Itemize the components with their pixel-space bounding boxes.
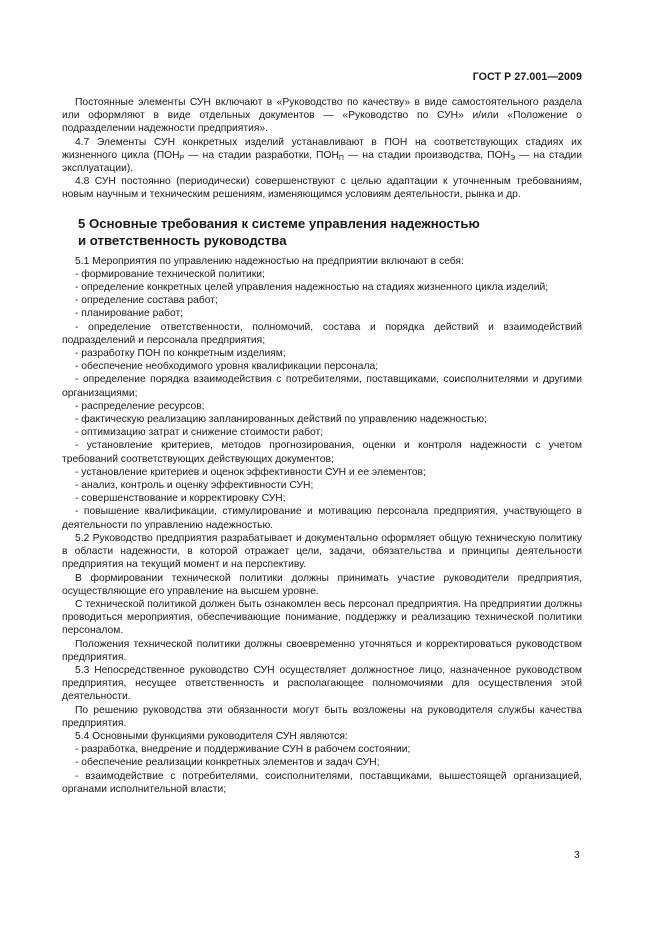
paragraph: С технической политикой должен быть ознакомлен весь персонал предприятия. На предприятии должны проводиться мероприятия, обеспечивающие понимание, поддержку и реализацию технической политики персоналом.	[62, 598, 582, 637]
list-item: - планирование работ;	[75, 308, 184, 320]
list-item: - разработка, внедрение и поддерживание СУН в рабочем состоянии;	[75, 744, 411, 756]
list-item: - распределение ресурсов;	[75, 400, 205, 412]
list-item: - оптимизацию затрат и снижение стоимости работ;	[75, 427, 324, 439]
list-item: - определение конкретных целей управления надежностью на стадиях жизненного цикла изделий;	[75, 282, 549, 294]
list-item: - установление критериев и оценок эффективности СУН и ее элементов;	[75, 466, 426, 478]
page-number: 3	[574, 850, 580, 861]
section-heading: 5 Основные требования к системе управления надежностью и ответственность руководства	[78, 215, 480, 248]
list-item: - определение состава работ;	[75, 295, 218, 307]
paragraph-5-2: 5.2 Руководство предприятия разрабатывает и документально оформляет общую техническую политику в области надежности, в которой отражает цели, задачи, обязательства и принципы деятельности предприятия на текущий момент и на перспективу.	[62, 532, 582, 571]
list-5-1	[62, 268, 582, 532]
list-item: - взаимодействие с потребителями, соисполнителями, поставщиками, вышестоящей организацией, органами исполнительной власти;	[62, 770, 582, 795]
paragraph-4-7: 4.7 Элементы СУН конкретных изделий устанавливают в ПОН на соответствующих стадиях их жизненного цикла ($ПОН_Р$ — на стадии разработки, $ПОН_П$ — на стадии производства, $ПОН_Э$ — на стадии эксплуатации).	[62, 136, 582, 175]
paragraph: Положения технической политики должны своевременно уточняться и корректироваться руководством предприятия.	[62, 638, 582, 663]
list-item: - определение ответственности, полномочий, состава и порядка действий и взаимодействий подразделений и персонала предприятия;	[62, 321, 582, 346]
list-5-4	[62, 743, 582, 796]
paragraph-5-3: 5.3 Непосредственное руководство СУН осуществляет должностное лицо, назначенное руководством предприятия, несущее ответственность и располагающее полномочиями для осуществления этой деятельности.	[62, 664, 582, 703]
paragraph: В формировании технической политики должны принимать участие руководители предприятия, осуществляющие его управление на высшем уровне.	[62, 572, 582, 597]
document-body	[62, 96, 582, 796]
paragraph: Постоянные элементы СУН включают в «Руководство по качеству» в виде самостоятельного раздела или оформляют в виде отдельных документов — «Руководство по СУН» и/или «Положение о подразделении надежности предприятия».	[62, 97, 582, 135]
list-item: - определение порядка взаимодействия с потребителями, поставщиками, соисполнителями и другими организациями;	[62, 374, 582, 399]
list-item: - формирование технической политики;	[75, 268, 265, 280]
list-item: - фактическую реализацию запланированных действий по управлению надежностью;	[75, 414, 487, 426]
paragraph-4-8: 4.8 СУН постоянно (периодически) совершенствуют с целью адаптации к уточненным требованиям, новым научным и техническим решениям, изменяющимся условиям деятельности, рынка и др.	[62, 176, 582, 201]
list-item: - обеспечение реализации конкретных элементов и задач СУН;	[75, 757, 380, 769]
paragraph-5-4: 5.4 Основными функциями руководителя СУН являются:	[75, 730, 348, 742]
paragraph-5-1: 5.1 Мероприятия по управлению надежностью на предприятии включают в себя:	[75, 255, 464, 267]
list-item: - совершенствование и корректировку СУН;	[75, 493, 286, 505]
list-item: - обеспечение необходимого уровня квалификации персонала;	[75, 361, 379, 373]
list-item: - повышение квалификации, стимулирование и мотивацию персонала предприятия, участвующего в деятельности по управлению надежностью.	[62, 506, 582, 531]
paragraph: По решению руководства эти обязанности могут быть возложены на руководителя службы качества предприятия.	[62, 704, 582, 729]
standard-number: ГОСТ Р 27.001—2009	[472, 71, 582, 83]
list-item: - анализ, контроль и оценку эффективности СУН;	[75, 480, 314, 492]
list-item: - разработку ПОН по конкретным изделиям;	[75, 348, 286, 360]
list-item: - установление критериев, методов прогнозирования, оценки и контроля надежности с учетом требований соответствующих действующих документов;	[62, 440, 582, 465]
